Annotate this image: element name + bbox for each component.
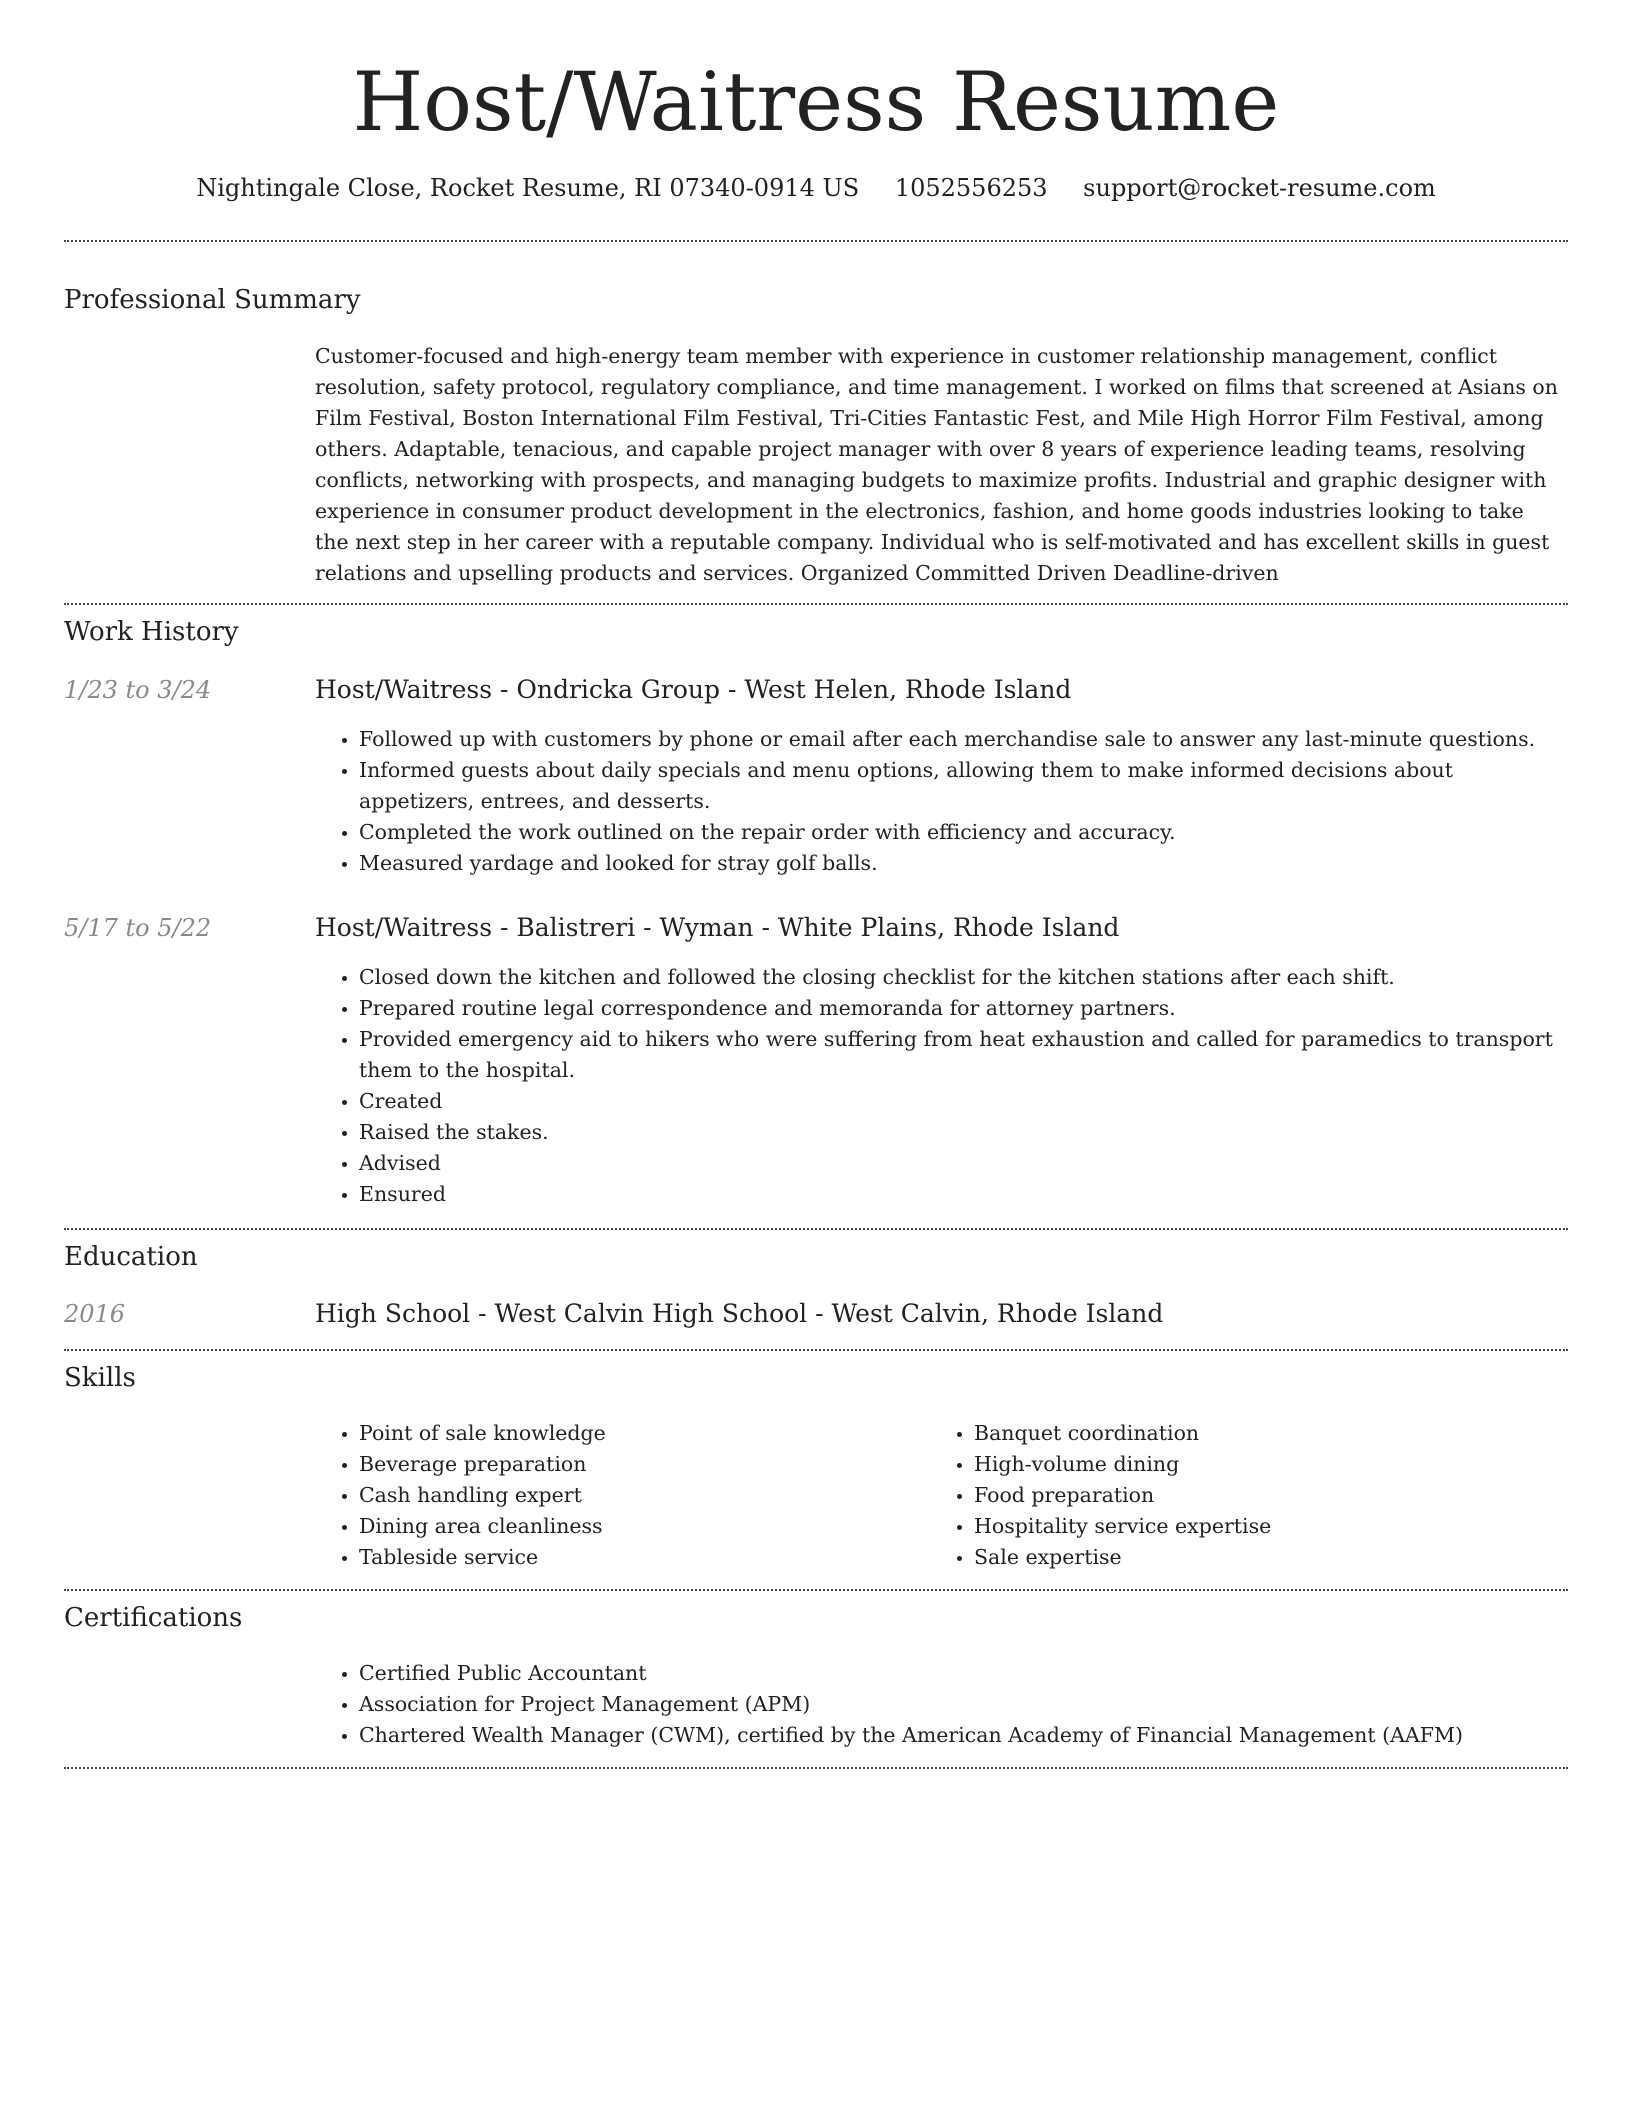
education-year: 2016: [64, 1300, 126, 1328]
section-heading-education: Education: [64, 1242, 198, 1272]
section-heading-certifications: Certifications: [64, 1603, 243, 1633]
list-item: • Followed up with customers by phone or email after each merchandise sale to answer any last-minute questions.: [359, 724, 1565, 755]
list-item: • Sale expertise: [974, 1542, 1530, 1573]
list-item: • Measured yardage and looked for stray golf balls.: [359, 848, 1565, 879]
resume-title: Host/Waitress Resume: [352, 56, 1280, 150]
job-duties-list: [315, 962, 1565, 1210]
list-item: • Completed the work outlined on the repair order with efficiency and accuracy.: [359, 817, 1565, 848]
job-dates: 5/17 to 5/22: [64, 914, 212, 942]
list-item: • Beverage preparation: [359, 1449, 915, 1480]
contact-phone: 1052556253: [894, 174, 1048, 202]
list-item: • Created: [359, 1086, 1565, 1117]
summary-text: Customer-focused and high-energy team member with experience in customer relationship management, conflict resolution, safety protocol, regulatory compliance, and time management. I worked on films that screened at Asians on Film Festival, Boston International Film Festival, Tri-Cities Fantastic Fest, and Mile High Horror Film Festival, among others. Adaptable, tenacious, and capable project manager with over 8 years of experience leading teams, resolving conflicts, networking with prospects, and managing budgets to maximize profits. Industrial and graphic designer with experience in consumer product development in the electronics, fashion, and home goods industries looking to take the next step in her career with a reputable company. Individual who is self-motivated and has excellent skills in guest relations and upselling products and services. Organized Committed Driven Deadline-driven: [315, 344, 1558, 585]
list-item: • Certified Public Accountant: [359, 1658, 1565, 1689]
list-item: • Advised: [359, 1148, 1565, 1179]
list-item: • High-volume dining: [974, 1449, 1530, 1480]
divider: [64, 1228, 1568, 1230]
list-item: • Banquet coordination: [974, 1418, 1530, 1449]
job-dates: 1/23 to 3/24: [64, 676, 212, 704]
contact-email: support@rocket-resume.com: [1083, 174, 1436, 202]
job-duties-list: [315, 724, 1565, 879]
section-heading-summary: Professional Summary: [64, 285, 361, 315]
job-title: Host/Waitress - Ondricka Group - West Helen, Rhode Island: [315, 675, 1072, 704]
list-item: • Provided emergency aid to hikers who were suffering from heat exhaustion and called for paramedics to transport them to the hospital.: [359, 1024, 1565, 1086]
list-item: • Raised the stakes.: [359, 1117, 1565, 1148]
list-item: • Prepared routine legal correspondence and memoranda for attorney partners.: [359, 993, 1565, 1024]
section-heading-work: Work History: [64, 617, 239, 647]
divider: [64, 1349, 1568, 1351]
list-item: • Informed guests about daily specials and menu options, allowing them to make informed decisions about appetizers, entrees, and desserts.: [359, 755, 1565, 817]
section-heading-skills: Skills: [64, 1363, 136, 1393]
contact-line: [64, 168, 1568, 208]
skills-list-right: [930, 1418, 1530, 1573]
skills-list-left: [315, 1418, 915, 1573]
contact-address: Nightingale Close, Rocket Resume, RI 07340-0914 US: [196, 174, 860, 202]
job-title: Host/Waitress - Balistreri - Wyman - White Plains, Rhode Island: [315, 913, 1120, 942]
list-item: • Cash handling expert: [359, 1480, 915, 1511]
certifications-list: [315, 1658, 1565, 1751]
list-item: • Tableside service: [359, 1542, 915, 1573]
list-item: • Hospitality service expertise: [974, 1511, 1530, 1542]
divider: [64, 1767, 1568, 1769]
education-entry: High School - West Calvin High School - West Calvin, Rhode Island: [315, 1299, 1164, 1328]
divider: [64, 603, 1568, 605]
list-item: • Ensured: [359, 1179, 1565, 1210]
list-item: • Closed down the kitchen and followed the closing checklist for the kitchen stations after each shift.: [359, 962, 1565, 993]
list-item: • Association for Project Management (APM): [359, 1689, 1565, 1720]
list-item: • Dining area cleanliness: [359, 1511, 915, 1542]
list-item: • Chartered Wealth Manager (CWM), certified by the American Academy of Financial Management (AAFM): [359, 1720, 1565, 1751]
list-item: • Point of sale knowledge: [359, 1418, 915, 1449]
divider: [64, 240, 1568, 242]
divider: [64, 1589, 1568, 1591]
list-item: • Food preparation: [974, 1480, 1530, 1511]
